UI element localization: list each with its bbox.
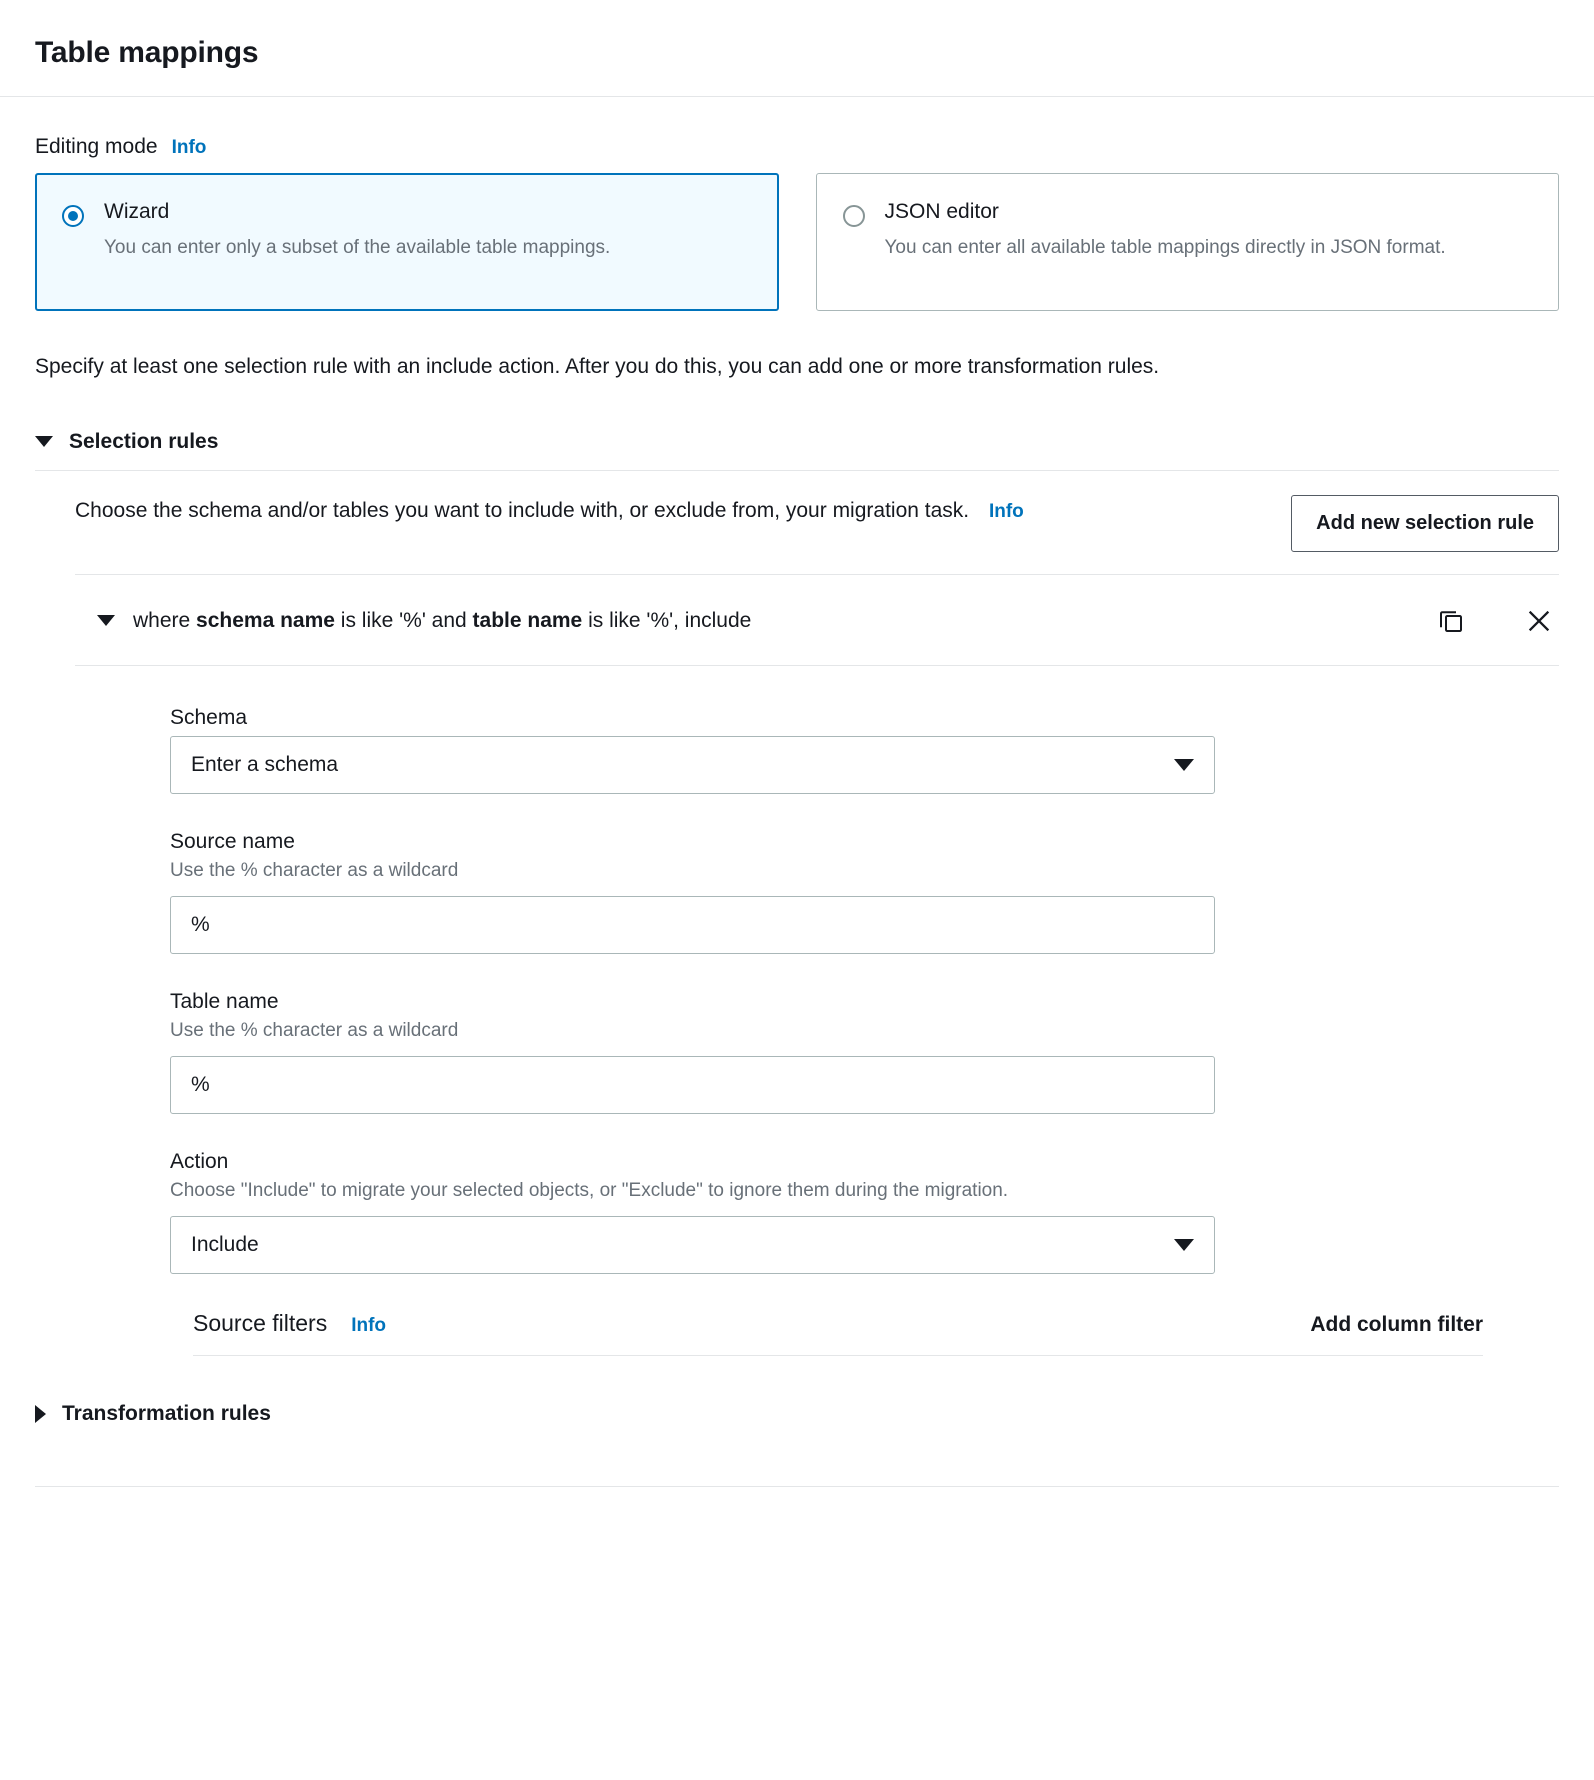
schema-select[interactable]	[170, 736, 1215, 794]
rule-summary	[133, 609, 1413, 633]
selection-rule-form	[75, 666, 1559, 1274]
rule-summary-prefix: where	[133, 608, 197, 632]
wizard-description: You can enter only a subset of the available table mappings.	[104, 237, 611, 258]
selection-rules-intro-row	[75, 471, 1559, 575]
panel-content	[0, 135, 1594, 1487]
source-name-field[interactable]	[170, 896, 1215, 954]
rule-summary-mid: is like '%' and	[334, 608, 473, 632]
rule-summary-table-label: table name	[472, 608, 583, 632]
selection-rule-header	[75, 575, 1559, 666]
radio-json-editor[interactable]	[843, 205, 865, 227]
wizard-text	[104, 200, 752, 263]
selection-rules-info-link[interactable]: Info	[988, 500, 1024, 522]
table-name-hint: Use the % character as a wildcard	[170, 1019, 459, 1041]
page-title: Table mappings	[35, 36, 259, 69]
selection-rules-section	[35, 430, 1559, 1356]
rule-summary-schema-label: schema name	[196, 608, 335, 632]
table-name-field[interactable]	[170, 1056, 1215, 1114]
transformation-rules-header[interactable]	[35, 1402, 1559, 1442]
json-editor-text	[885, 200, 1533, 263]
source-filters-left	[193, 1310, 386, 1337]
selection-rules-intro	[75, 495, 1024, 528]
selection-rules-body	[35, 471, 1559, 1356]
add-new-selection-rule-button[interactable]: Add new selection rule	[1291, 495, 1559, 552]
transformation-rules-title: Transformation rules	[62, 1401, 271, 1425]
source-name-hint: Use the % character as a wildcard	[170, 859, 459, 881]
instruction-text: Specify at least one selection rule with an include action. After you do this, you can add one or more transformation rules.	[35, 355, 1160, 378]
action-select[interactable]	[170, 1216, 1215, 1274]
editing-mode-option-json-editor[interactable]	[816, 173, 1560, 311]
source-filters-title: Source filters	[193, 1309, 328, 1336]
editing-mode-info-link[interactable]: Info	[171, 137, 207, 158]
rule-chevron-down-icon[interactable]	[97, 615, 115, 626]
action-label: Action	[170, 1149, 229, 1173]
schema-label: Schema	[170, 705, 248, 729]
radio-wizard[interactable]	[62, 205, 84, 227]
chevron-right-icon[interactable]	[35, 1405, 46, 1423]
action-group	[170, 1150, 1559, 1274]
json-editor-title: JSON editor	[884, 200, 999, 223]
editing-mode-options	[35, 173, 1559, 311]
chevron-down-icon	[1174, 759, 1194, 771]
chevron-down-icon	[1174, 1239, 1194, 1251]
table-name-label: Table name	[170, 989, 279, 1013]
action-hint: Choose "Include" to migrate your selected objects, or "Exclude" to ignore them during the migration.	[170, 1179, 1009, 1201]
schema-group	[170, 706, 1559, 794]
table-name-group	[170, 990, 1559, 1114]
schema-select-value: Enter a schema	[191, 752, 339, 776]
source-name-label: Source name	[170, 829, 295, 853]
copy-icon[interactable]	[1431, 601, 1471, 641]
selection-rules-header[interactable]	[35, 430, 1559, 471]
add-column-filter-button[interactable]: Add column filter	[1310, 1312, 1483, 1336]
table-name-input[interactable]	[191, 1073, 1194, 1097]
selection-rules-intro-text: Choose the schema and/or tables you want to include with, or exclude from, your migration task.	[75, 498, 970, 522]
source-name-input[interactable]	[191, 913, 1194, 937]
editing-mode-option-wizard[interactable]	[35, 173, 779, 311]
rule-summary-suffix: is like '%', include	[582, 608, 752, 632]
transformation-rules-section	[35, 1402, 1559, 1487]
close-icon[interactable]	[1519, 601, 1559, 641]
source-filters-row	[193, 1310, 1483, 1356]
json-editor-description: You can enter all available table mappings directly in JSON format.	[884, 237, 1446, 258]
wizard-title: Wizard	[104, 200, 170, 223]
selection-rules-title: Selection rules	[69, 429, 219, 453]
bottom-divider	[35, 1486, 1559, 1487]
source-name-group	[170, 830, 1559, 954]
source-filters-info-link[interactable]: Info	[351, 1314, 387, 1336]
editing-mode-label-row	[35, 135, 1559, 159]
action-select-value: Include	[191, 1232, 259, 1256]
chevron-down-icon[interactable]	[35, 436, 53, 447]
panel-header	[0, 6, 1594, 97]
editing-mode-label: Editing mode	[35, 135, 158, 158]
